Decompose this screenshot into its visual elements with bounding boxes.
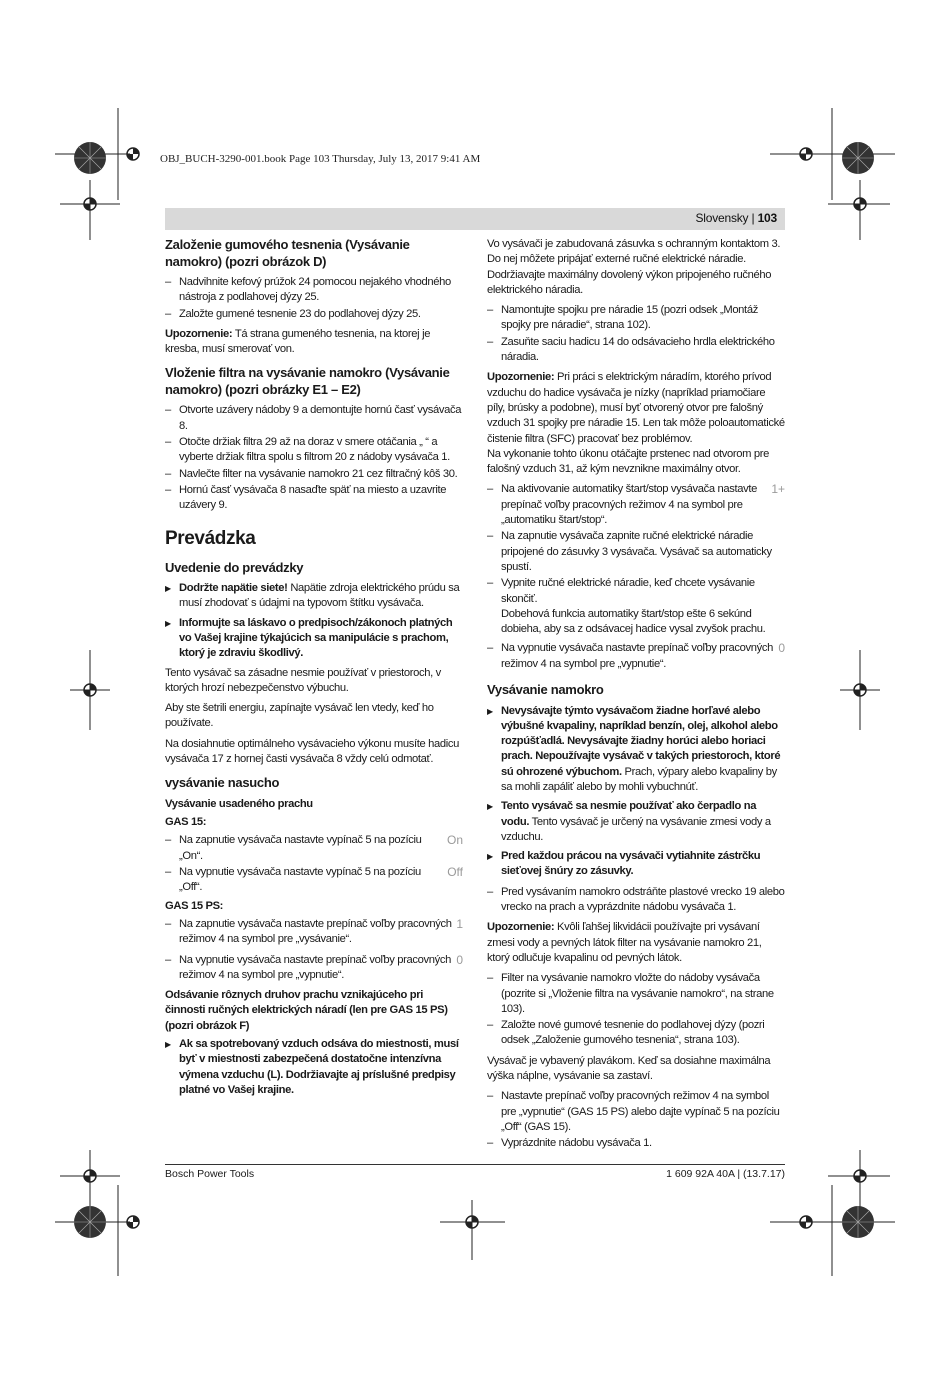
page-header — [165, 208, 785, 230]
list-item: – Otočte držiak filtra 29 až na doraz v smere otáčania „ “ a vyberte držiak filtra spolu s filtrom 20 z nádoby vysávača 1. — [165, 435, 463, 466]
right-column — [487, 237, 785, 1153]
vacuum-symbol-icon: – 1 — [456, 916, 463, 931]
footer-rule — [165, 1164, 785, 1165]
header-text — [695, 211, 777, 225]
list-item: – Založte nové gumové tesnenie do podlahovej dýzy (pozri odsek „Založenie gumového tesnenia“, strana 103). — [487, 1018, 785, 1049]
warning-item: ▶ Tento vysávač sa nesmie používať ako čerpadlo na vodu. Tento vysávač je určený na vysávanie zmesi vody a vzduchu. — [487, 799, 785, 845]
warning-item: ▶ Ak sa spotrebovaný vzduch odsáva do miestnosti, musí byť v miestnosti zabezpečená dostatočne intenzívna výmena vzduchu (L). Dodržiavajte aj príslušné predpisy platné vo Vašej krajine. — [165, 1037, 463, 1098]
header-language: Slovensky — [695, 211, 749, 225]
list-item: – Nastavte prepínač voľby pracovných režimov 4 na symbol pre „vypnutie“ (GAS 15 PS) alebo dajte vypínač 5 na pozíciu „Off“ (GAS 15). — [487, 1089, 785, 1135]
paragraph: Vo vysávači je zabudovaná zásuvka s ochranným kontaktom 3. Do nej môžete pripájať externé ručné elektrické náradie. Dodržiavajte maximálny dovolený výkon pripojeného ručného elektrického náradia. — [487, 238, 781, 296]
list-item: – Pred vysávaním namokro odstráňte plastové vrecko 19 alebo vrecko na prach a vyprázdnite nádobu vysávača 1. — [487, 885, 785, 916]
zero-symbol-icon: – 0 — [456, 952, 463, 967]
warning-item: ▶ Informujte sa láskavo o predpisoch/zákonoch platných vo Vašej krajine týkajúcich sa manipulácie s prachom, ktorý je zdraviu škodlivý. — [165, 616, 463, 662]
footer-doc-number: 1 609 92A 40A | (13.7.17) — [666, 1168, 785, 1180]
paragraph: Aby ste šetrili energiu, zapínajte vysávač len vtedy, keď ho používate. — [165, 702, 434, 730]
list-item: – On Na zapnutie vysávača nastavte vypínač 5 na pozíciu „On“. — [165, 833, 463, 864]
list-item: – Vypnite ručné elektrické náradie, keď chcete vysávanie skončiť. Dobehová funkcia automatiky štart/stop ešte 6 sekúnd dobieha, aby sa z odsávacej hadice vysal zvyšok prachu. — [487, 576, 785, 637]
note: Upozornenie: Pri práci s elektrickým náradím, ktorého prívod vzduchu do hadice vysávača je nízky (napríklad priamočiare píly, brúsky a podobne), musí byť otvorený otvor pre falošný vzduch 31 spojky pre náradie 15. Len tak môže poloautomatické čistenie filtra (SFC) pracovať bez problémov. — [487, 371, 785, 445]
left-column — [165, 237, 463, 1102]
off-symbol-icon: – Off — [447, 865, 463, 880]
list-item: – 0 Na vypnutie vysávača nastavte prepínač voľby pracovných režimov 4 na symbol pre „vypnutie“. — [165, 953, 463, 984]
list-item: – Navlečte filter na vysávanie namokro 21 cez filtračný kôš 30. — [165, 467, 463, 482]
section-title-wet-filter: Vloženie filtra na vysávanie namokro (Vysávanie namokro) (pozri obrázky E1 – E2) — [165, 365, 450, 397]
section-title-rubber-seal: Založenie gumového tesnenia (Vysávanie namokro) (pozri obrázok D) — [165, 237, 410, 269]
header-separator: | — [751, 211, 755, 225]
note: Upozornenie: Kvôli ľahšej likvidácii používajte pri vysávaní zmesi vody a pevných látok filter na vysávanie namokro 21, ktorý odlučuje kvapalinu od pevných látok. — [487, 921, 762, 964]
footer-brand: Bosch Power Tools — [165, 1168, 255, 1180]
chapter-title: Prevádzka — [165, 527, 256, 549]
section-title-dry: vysávanie nasucho — [165, 775, 280, 791]
list-item: – Nadvihnite kefový prúžok 24 pomocou nejakého vhodného nástroja z podlahovej dýzy 25. — [165, 275, 463, 306]
on-symbol-icon: – On — [446, 833, 463, 848]
list-item: – Založte gumené tesnenie 23 do podlahovej dýzy 25. — [165, 307, 463, 322]
subsection-title: Vysávanie usadeného prachu — [165, 797, 313, 810]
list-item: – 1 Na zapnutie vysávača nastavte prepínač voľby pracovných režimov 4 na symbol pre „vysávanie“. — [165, 917, 463, 948]
list-item: – Vyprázdnite nádobu vysávača 1. — [487, 1136, 785, 1151]
warning-item: ▶ Pred každou prácou na vysávači vytiahnite zástrčku sieťovej šnúry zo zásuvky. — [487, 849, 785, 880]
list-item: – 1+ Na aktivovanie automatiky štart/stop vysávača nastavte prepínač voľby pracovných režimov 4 na symbol pre „automatiku štart/stop“. — [487, 482, 785, 528]
zero-symbol-icon: – 0 — [778, 641, 785, 656]
section-title-start: Uvedenie do prevádzky — [165, 559, 304, 575]
warning-item: ▶ Nevysávajte týmto vysávačom žiadne horľavé alebo výbušné kvapaliny, napríklad benzín, olej, alkohol alebo rozpúšťadlá. Nevysávajte žiadny horúci alebo horiaci prach. Nepoužívajte vysávač v takých priestoroch, ktoré sú ohrozené výbuchom. Prach, výpary alebo kvapaliny by sa mohli zapáliť alebo by mohli vybuchnúť. — [487, 704, 785, 796]
list-item: – Namontujte spojku pre náradie 15 (pozri odsek „Montáž spojky pre náradie“, strana 102). — [487, 303, 785, 334]
list-item: – 0 Na vypnutie vysávača nastavte prepínač voľby pracovných režimov 4 na symbol pre „vypnutie“. — [487, 641, 785, 672]
note: Upozornenie: Tá strana gumeného tesnenia, na ktorej je kresba, musí smerovať von. — [165, 327, 431, 356]
model-label: GAS 15: — [165, 816, 207, 829]
paragraph: Na vykonanie tohto úkonu otáčajte prstenec nad otvorom pre falošný vzduch 31, až kým nevznikne maximálny otvor. — [487, 447, 769, 476]
model-label: GAS 15 PS: — [165, 899, 224, 912]
subsection-title: Odsávanie rôznych druhov prachu vznikajúceho pri činnosti ručných elektrických náradí (len pre GAS 15 PS) (pozri obrázok F) — [165, 989, 448, 1032]
paragraph: Tento vysávač sa zásadne nesmie používať v priestoroch, v ktorých hrozí nebezpečenstvo výbuchu. — [165, 666, 441, 694]
list-item: – Filter na vysávanie namokro vložte do nádoby vysávača (pozrite si „Vloženie filtra na vysávanie namokro“, na strane 103). — [487, 971, 785, 1017]
warning-item: ▶ Dodržte napätie siete! Napätie zdroja elektrického prúdu sa musí zhodovať s údajmi na typovom štítku vysávača. — [165, 581, 463, 612]
page-number: 103 — [757, 211, 777, 225]
list-item: – Na zapnutie vysávača zapnite ručné elektrické náradie pripojené do zásuvky 3 vysávača. Vysávač sa automaticky spustí. — [487, 529, 785, 575]
list-item: – Otvorte uzávery nádoby 9 a demontujte hornú časť vysávača 8. — [165, 403, 463, 434]
auto-start-symbol-icon: – 1+ — [771, 482, 785, 497]
paragraph: Na dosiahnutie optimálneho vysávacieho výkonu musíte hadicu vysávača 17 z hornej časti vysávača 8 vždy celú odmotať. — [165, 737, 460, 766]
list-item: – Zasuňte saciu hadicu 14 do odsávacieho hrdla elektrického náradia. — [487, 335, 785, 366]
list-item: – Off Na vypnutie vysávača nastavte vypínač 5 na pozíciu „Off“. — [165, 865, 463, 896]
section-title-wet: Vysávanie namokro — [487, 682, 604, 698]
print-info-line: OBJ_BUCH-3290-001.book Page 103 Thursday, July 13, 2017 9:41 AM — [160, 153, 481, 165]
list-item: – Hornú časť vysávača 8 nasaďte späť na miesto a uzavrite uzávery 9. — [165, 483, 463, 514]
paragraph: Vysávač je vybavený plavákom. Keď sa dosiahne maximálna výška náplne, vysávanie sa zastaví. — [487, 1054, 771, 1083]
